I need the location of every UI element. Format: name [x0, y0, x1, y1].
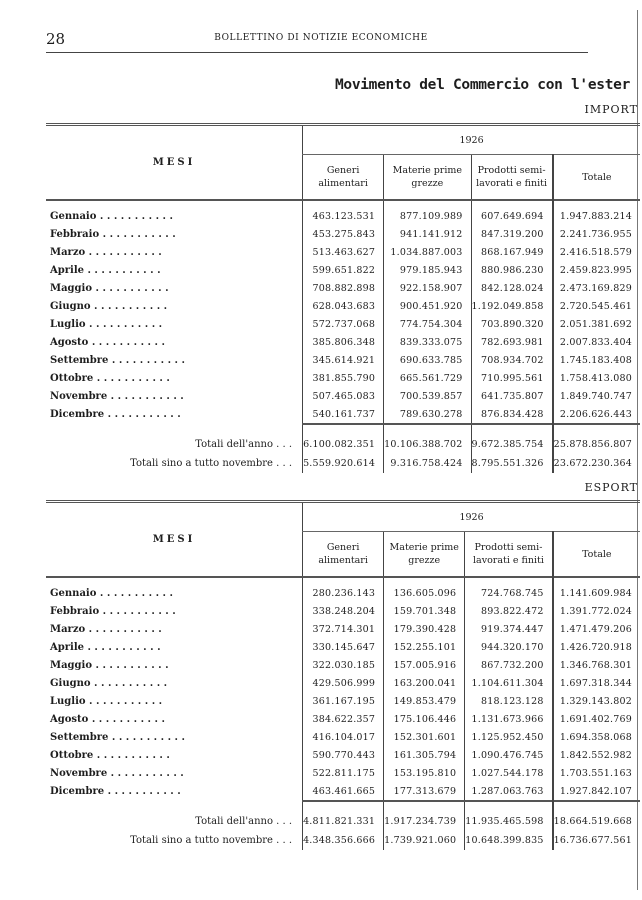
leader-dots: . . . . . . . . . . .: [95, 282, 169, 294]
leader-dots: . . . . . . . . . . .: [89, 318, 163, 330]
cell-generi: 338.248.204: [303, 602, 384, 620]
cell-prodotti: 710.995.561: [471, 369, 553, 387]
month-label: Giugno . . . . . . . . . . .: [50, 300, 168, 312]
col-header-materie: Materie prime grezze: [384, 532, 465, 578]
cell-materie: 774.754.304: [384, 315, 471, 333]
table-row: [46, 279, 640, 297]
cell-prodotti: 842.128.024: [471, 279, 553, 297]
leader-dots: . . . . . . . . . . .: [91, 336, 165, 348]
cell-prodotti: 867.732.200: [465, 656, 553, 674]
col-header-generi: Generi alimentari: [303, 532, 384, 578]
cell-materie: 177.313.679: [384, 782, 465, 801]
year-header: 1926: [303, 503, 640, 532]
month-label: Dicembre . . . . . . . . . . .: [50, 409, 181, 420]
leader-dots: . . . . . . . . . . .: [96, 372, 170, 384]
cell-generi: 416.104.017: [303, 728, 384, 746]
month-label: Agosto . . . . . . . . . . .: [50, 713, 165, 725]
totals-row: [46, 812, 640, 831]
cell-totale: 1.329.143.802: [553, 692, 640, 710]
table-row: [46, 351, 640, 369]
cell-generi: 361.167.195: [303, 692, 384, 710]
month-label: Febbraio . . . . . . . . . . .: [50, 228, 176, 240]
imports-section-label: IMPORT: [584, 103, 638, 116]
cell-totale: 2.007.833.404: [553, 333, 640, 351]
cell-materie: 877.109.989: [384, 207, 471, 225]
month-label: Marzo . . . . . . . . . . .: [50, 246, 162, 258]
table-row: [46, 656, 640, 674]
cell-prodotti: 1.131.673.966: [465, 710, 553, 728]
totals-row: [46, 831, 640, 850]
cell-totale: 2.416.518.579: [553, 243, 640, 261]
main-title: Movimento del Commercio con l'ester: [334, 77, 630, 93]
header-bottom-rule: [46, 577, 640, 584]
cell-prodotti: 1.027.544.178: [465, 764, 553, 782]
leader-dots: . . . . . . . . . . .: [94, 300, 168, 312]
cell-materie: 152.255.101: [384, 638, 465, 656]
cell-totale: 18.664.519.668: [553, 812, 640, 831]
table-row: [46, 638, 640, 656]
table-row: [46, 297, 640, 315]
col-header-totale: Totale: [553, 155, 640, 201]
leader-dots: . . . . . . . . . . .: [91, 713, 165, 725]
cell-generi: 322.030.185: [303, 656, 384, 674]
cell-generi: 708.882.898: [303, 279, 384, 297]
cell-prodotti: 919.374.447: [465, 620, 553, 638]
exports-table: [46, 500, 640, 850]
table-row: [46, 674, 640, 692]
cell-materie: 153.195.810: [384, 764, 465, 782]
cell-generi: 384.622.357: [303, 710, 384, 728]
cell-generi: 540.161.737: [303, 405, 384, 424]
cell-totale: 1.691.402.769: [553, 710, 640, 728]
leader-dots: . . . . . . . . . . .: [88, 623, 162, 635]
totals-label: Totali dell'anno . . .: [195, 816, 293, 827]
cell-totale: 1.842.552.982: [553, 746, 640, 764]
cell-materie: 149.853.479: [384, 692, 465, 710]
leader-dots: . . . . . . . . . . .: [89, 695, 163, 707]
cell-materie: 179.390.428: [384, 620, 465, 638]
cell-totale: 23.672.230.364: [553, 454, 640, 473]
exports-rows: [46, 584, 640, 801]
cell-totale: 1.758.413.080: [553, 369, 640, 387]
table-row: [46, 728, 640, 746]
top-rule: [46, 52, 588, 53]
cell-totale: 1.947.883.214: [553, 207, 640, 225]
month-label: Aprile . . . . . . . . . . .: [50, 264, 161, 276]
months-header: MESI: [152, 534, 196, 545]
leader-dots: . . . . . . . . . . .: [88, 246, 162, 258]
cell-totale: 1.471.479.206: [553, 620, 640, 638]
imports-totals: [46, 435, 640, 473]
imports-table: [46, 123, 640, 473]
month-label: Febbraio . . . . . . . . . . .: [50, 605, 176, 617]
cell-totale: 25.878.856.807: [553, 435, 640, 454]
cell-materie: 1.917.234.739: [384, 812, 465, 831]
totals-row: [46, 454, 640, 473]
totals-row: [46, 435, 640, 454]
cell-generi: 599.651.822: [303, 261, 384, 279]
month-label: Marzo . . . . . . . . . . .: [50, 623, 162, 635]
cell-prodotti: 10.648.399.835: [465, 831, 553, 850]
cell-prodotti: 1.090.476.745: [465, 746, 553, 764]
cell-generi: 463.461.665: [303, 782, 384, 801]
cell-totale: 2.051.381.692: [553, 315, 640, 333]
cell-prodotti: 9.672.385.754: [471, 435, 553, 454]
cell-materie: 665.561.729: [384, 369, 471, 387]
month-label: Novembre . . . . . . . . . . .: [50, 767, 184, 779]
cell-materie: 1.739.921.060: [384, 831, 465, 850]
table-row: [46, 405, 640, 424]
table-row: [46, 225, 640, 243]
table-row: [46, 207, 640, 225]
cell-generi: 628.043.683: [303, 297, 384, 315]
cell-prodotti: 1.287.063.763: [465, 782, 553, 801]
cell-totale: 2.206.626.443: [553, 405, 640, 424]
cell-prodotti: 893.822.472: [465, 602, 553, 620]
table-row: [46, 602, 640, 620]
month-label: Maggio . . . . . . . . . . .: [50, 659, 169, 671]
totals-separator: [46, 801, 640, 812]
cell-prodotti: 944.320.170: [465, 638, 553, 656]
cell-prodotti: 708.934.702: [471, 351, 553, 369]
cell-prodotti: 703.890.320: [471, 315, 553, 333]
cell-generi: 280.236.143: [303, 584, 384, 602]
cell-prodotti: 1.192.049.858: [471, 297, 553, 315]
cell-materie: 690.633.785: [384, 351, 471, 369]
col-header-prodotti: Prodotti semi- lavorati e finiti: [471, 155, 553, 201]
cell-totale: 1.927.842.107: [553, 782, 640, 801]
cell-prodotti: 847.319.200: [471, 225, 553, 243]
leader-dots: . . . . . . . . . . .: [107, 409, 181, 420]
exports-totals: [46, 812, 640, 850]
cell-materie: 979.185.943: [384, 261, 471, 279]
table-row: [46, 315, 640, 333]
year-header: 1926: [303, 126, 640, 155]
table-row: [46, 369, 640, 387]
header-bottom-rule: [46, 200, 640, 207]
cell-generi: 572.737.068: [303, 315, 384, 333]
table-row: [46, 584, 640, 602]
cell-materie: 922.158.907: [384, 279, 471, 297]
table-row: [46, 387, 640, 405]
cell-materie: 175.106.446: [384, 710, 465, 728]
leader-dots: . . . . . . . . . . .: [96, 749, 170, 761]
cell-totale: 1.141.609.984: [553, 584, 640, 602]
cell-prodotti: 1.125.952.450: [465, 728, 553, 746]
cell-materie: 1.034.887.003: [384, 243, 471, 261]
table-row: [46, 746, 640, 764]
leader-dots: . . . . . . . . . . .: [110, 767, 184, 779]
totals-label: Totali dell'anno . . .: [195, 439, 293, 450]
cell-materie: 700.539.857: [384, 387, 471, 405]
leader-dots: . . . . . . . . . . .: [99, 210, 174, 222]
cell-prodotti: 876.834.428: [471, 405, 553, 424]
cell-totale: 1.426.720.918: [553, 638, 640, 656]
cell-generi: 385.806.348: [303, 333, 384, 351]
leader-dots: . . . . . . . . . . .: [102, 228, 176, 240]
leader-dots: . . . . . . . . . . .: [94, 677, 168, 689]
cell-totale: 16.736.677.561: [553, 831, 640, 850]
cell-prodotti: 641.735.807: [471, 387, 553, 405]
table-row: [46, 692, 640, 710]
totals-label: Totali sino a tutto novembre . . .: [130, 458, 293, 469]
cell-materie: 161.305.794: [384, 746, 465, 764]
page-number: 28: [46, 30, 66, 48]
totals-separator: [46, 424, 640, 435]
col-header-materie: Materie prime grezze: [384, 155, 471, 201]
table-row: [46, 764, 640, 782]
cell-totale: 2.459.823.995: [553, 261, 640, 279]
month-label: Dicembre . . . . . . . . . . .: [50, 786, 181, 797]
cell-prodotti: 8.795.551.326: [471, 454, 553, 473]
cell-generi: 429.506.999: [303, 674, 384, 692]
cell-totale: 1.703.551.163: [553, 764, 640, 782]
table-row: [46, 333, 640, 351]
exports-section-label: ESPORT: [584, 481, 638, 494]
leader-dots: . . . . . . . . . . .: [110, 390, 184, 402]
table-row: [46, 620, 640, 638]
month-label: Ottobre . . . . . . . . . . .: [50, 372, 170, 384]
cell-prodotti: 782.693.981: [471, 333, 553, 351]
month-label: Agosto . . . . . . . . . . .: [50, 336, 165, 348]
cell-totale: 1.849.740.747: [553, 387, 640, 405]
cell-materie: 136.605.096: [384, 584, 465, 602]
cell-materie: 941.141.912: [384, 225, 471, 243]
cell-prodotti: 818.123.128: [465, 692, 553, 710]
running-head: BOLLETTINO DI NOTIZIE ECONOMICHE: [214, 33, 428, 43]
cell-prodotti: 724.768.745: [465, 584, 553, 602]
cell-prodotti: 880.986.230: [471, 261, 553, 279]
cell-totale: 1.391.772.024: [553, 602, 640, 620]
leader-dots: . . . . . . . . . . .: [111, 731, 185, 743]
cell-materie: 900.451.920: [384, 297, 471, 315]
cell-generi: 522.811.175: [303, 764, 384, 782]
cell-totale: 2.241.736.955: [553, 225, 640, 243]
cell-totale: 1.697.318.344: [553, 674, 640, 692]
cell-generi: 4.811.821.331: [303, 812, 384, 831]
cell-generi: 5.559.920.614: [303, 454, 384, 473]
leader-dots: . . . . . . . . . . .: [87, 641, 161, 653]
cell-materie: 839.333.075: [384, 333, 471, 351]
cell-prodotti: 1.104.611.304: [465, 674, 553, 692]
leader-dots: . . . . . . . . . . .: [102, 605, 176, 617]
cell-generi: 507.465.083: [303, 387, 384, 405]
cell-totale: 1.694.358.068: [553, 728, 640, 746]
table-row: [46, 710, 640, 728]
cell-generi: 381.855.790: [303, 369, 384, 387]
cell-prodotti: 607.649.694: [471, 207, 553, 225]
month-label: Maggio . . . . . . . . . . .: [50, 282, 169, 294]
month-label: Luglio . . . . . . . . . . .: [50, 318, 163, 330]
cell-generi: 345.614.921: [303, 351, 384, 369]
month-label: Gennaio . . . . . . . . . . .: [50, 210, 174, 222]
cell-materie: 159.701.348: [384, 602, 465, 620]
cell-totale: 2.720.545.461: [553, 297, 640, 315]
leader-dots: . . . . . . . . . . .: [87, 264, 161, 276]
cell-generi: 330.145.647: [303, 638, 384, 656]
cell-materie: 163.200.041: [384, 674, 465, 692]
cell-generi: 463.123.531: [303, 207, 384, 225]
month-label: Aprile . . . . . . . . . . .: [50, 641, 161, 653]
month-label: Settembre . . . . . . . . . . .: [50, 354, 185, 366]
col-header-totale: Totale: [553, 532, 640, 578]
col-header-generi: Generi alimentari: [303, 155, 384, 201]
cell-generi: 590.770.443: [303, 746, 384, 764]
month-label: Luglio . . . . . . . . . . .: [50, 695, 163, 707]
table-row: [46, 261, 640, 279]
month-label: Settembre . . . . . . . . . . .: [50, 731, 185, 743]
cell-materie: 152.301.601: [384, 728, 465, 746]
cell-materie: 157.005.916: [384, 656, 465, 674]
totals-label: Totali sino a tutto novembre . . .: [130, 835, 293, 846]
leader-dots: . . . . . . . . . . .: [107, 786, 181, 797]
month-label: Novembre . . . . . . . . . . .: [50, 390, 184, 402]
leader-dots: . . . . . . . . . . .: [111, 354, 185, 366]
cell-generi: 453.275.843: [303, 225, 384, 243]
leader-dots: . . . . . . . . . . .: [95, 659, 169, 671]
months-header: MESI: [152, 157, 196, 168]
cell-materie: 9.316.758.424: [384, 454, 471, 473]
cell-prodotti: 11.935.465.598: [465, 812, 553, 831]
month-label: Giugno . . . . . . . . . . .: [50, 677, 168, 689]
leader-dots: . . . . . . . . . . .: [99, 587, 174, 599]
cell-totale: 2.473.169.829: [553, 279, 640, 297]
cell-prodotti: 868.167.949: [471, 243, 553, 261]
cell-materie: 789.630.278: [384, 405, 471, 424]
table-row: [46, 243, 640, 261]
cell-totale: 1.346.768.301: [553, 656, 640, 674]
cell-generi: 513.463.627: [303, 243, 384, 261]
table-row: [46, 782, 640, 801]
month-label: Ottobre . . . . . . . . . . .: [50, 749, 170, 761]
cell-generi: 6.100.082.351: [303, 435, 384, 454]
cell-generi: 372.714.301: [303, 620, 384, 638]
imports-rows: [46, 207, 640, 424]
col-header-prodotti: Prodotti semi- lavorati e finiti: [465, 532, 553, 578]
month-label: Gennaio . . . . . . . . . . .: [50, 587, 174, 599]
cell-totale: 1.745.183.408: [553, 351, 640, 369]
cell-materie: 10.106.388.702: [384, 435, 471, 454]
cell-generi: 4.348.356.666: [303, 831, 384, 850]
